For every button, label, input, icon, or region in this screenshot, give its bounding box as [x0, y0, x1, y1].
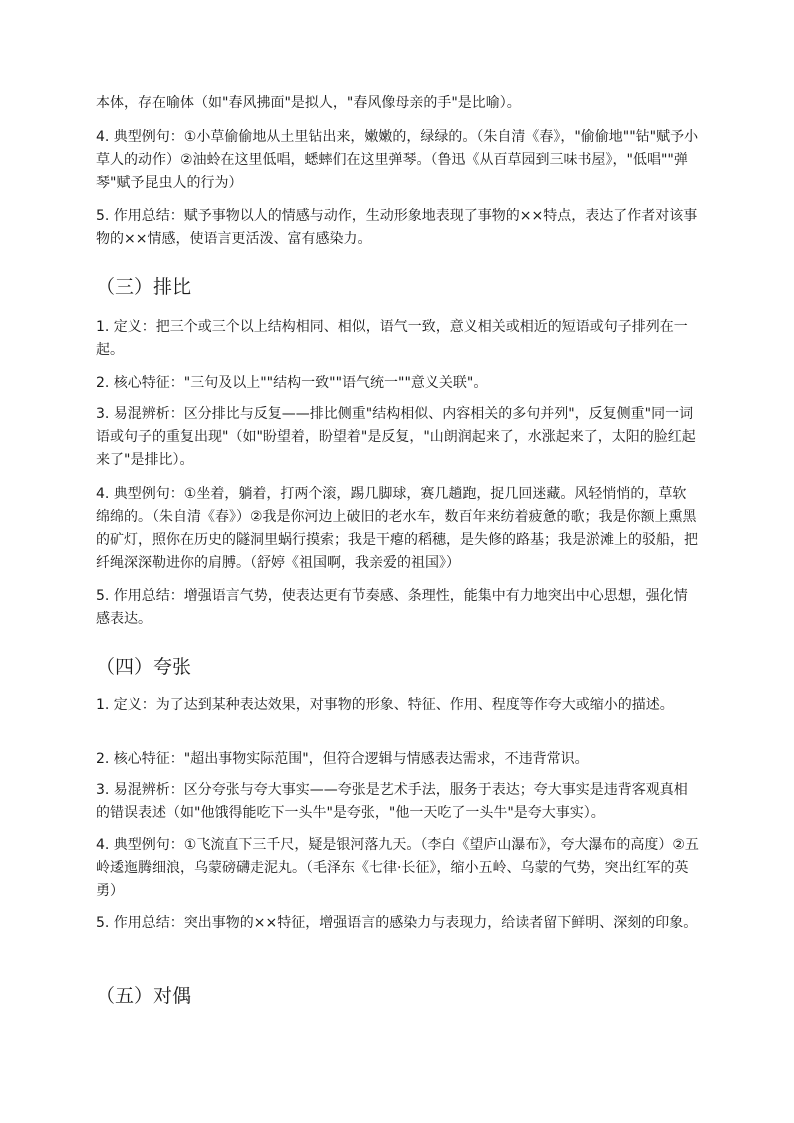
paragraph-hyperbole-examples: 4. 典型例句：①飞流直下三千尺，疑是银河落九天。（李白《望庐山瀑布》，夸大瀑布的高度）②五岭逶迤腾细浪，乌蒙磅礴走泥丸。（毛泽东《七律·长征》，缩小五岭、乌蒙的气势，突出红军的英勇） — [96, 837, 699, 899]
paragraph-parallelism-distinction: 3. 易混辨析：区分排比与反复——排比侧重"结构相似、内容相关的多句并列"，反复侧重"同一词语或句子的重复出现"（如"盼望着，盼望着"是反复，"山朗润起来了，水涨起来了，太阳的脸红起来了"是排比）。 — [96, 406, 696, 468]
section-heading-antithesis: （五）对偶 — [96, 985, 192, 1007]
paragraph-personification-tail: 本体，存在喻体（如"春风拂面"是拟人，"春风像母亲的手"是比喻）。 — [96, 95, 521, 111]
paragraph-hyperbole-features: 2. 核心特征："超出事物实际范围"，但符合逻辑与情感表达需求，不违背常识。 — [96, 751, 589, 767]
section-heading-hyperbole: （四）夸张 — [96, 656, 192, 678]
section-heading-parallelism: （三）排比 — [96, 276, 192, 298]
paragraph-parallelism-summary: 5. 作用总结：增强语言气势，使表达更有节奏感、条理性，能集中有力地突出中心思想，强化情感表达。 — [96, 588, 688, 627]
paragraph-personification-examples: 4. 典型例句：①小草偷偷地从土里钻出来，嫩嫩的，绿绿的。（朱自清《春》，"偷偷地""钻"赋予小草人的动作）②油蛉在这里低唱，蟋蟀们在这里弹琴。（鲁迅《从百草园到三味书屋》，"低唱""弹琴"赋予昆虫人的行为） — [96, 129, 699, 191]
paragraph-parallelism-definition: 1. 定义：把三个或三个以上结构相同、相似，语气一致，意义相关或相近的短语或句子排列在一起。 — [96, 319, 688, 358]
paragraph-hyperbole-definition: 1. 定义：为了达到某种表达效果，对事物的形象、特征、作用、程度等作夸大或缩小的描述。 — [96, 697, 674, 713]
paragraph-personification-summary: 5. 作用总结：赋予事物以人的情感与动作，生动形象地表现了事物的××特点，表达了作者对该事物的××情感，使语言更活泼、富有感染力。 — [96, 208, 698, 247]
paragraph-parallelism-examples: 4. 典型例句：①坐着，躺着，打两个滚，踢几脚球，赛几趟跑，捉几回迷藏。风轻悄悄的，草软绵绵的。（朱自清《春》）②我是你河边上破旧的老水车，数百年来纺着疲惫的歌；我是你额上熏黑的矿灯，照你在历史的隧洞里蜗行摸索；我是干瘪的稻穗，是失修的路基；我是淤滩上的驳船，把纤绳深深勒进你的肩膊。（舒婷《祖国啊，我亲爱的祖国》） — [96, 486, 698, 571]
paragraph-hyperbole-distinction: 3. 易混辨析：区分夸张与夸大事实——夸张是艺术手法，服务于表达；夸大事实是违背客观真相的错误表述（如"他饿得能吃下一头牛"是夸张，"他一天吃了一头牛"是夸大事实）。 — [96, 782, 688, 821]
paragraph-hyperbole-summary: 5. 作用总结：突出事物的××特征，增强语言的感染力与表现力，给读者留下鲜明、深刻的印象。 — [96, 915, 698, 931]
paragraph-parallelism-features: 2. 核心特征："三句及以上""结构一致""语气统一""意义关联"。 — [96, 375, 488, 391]
